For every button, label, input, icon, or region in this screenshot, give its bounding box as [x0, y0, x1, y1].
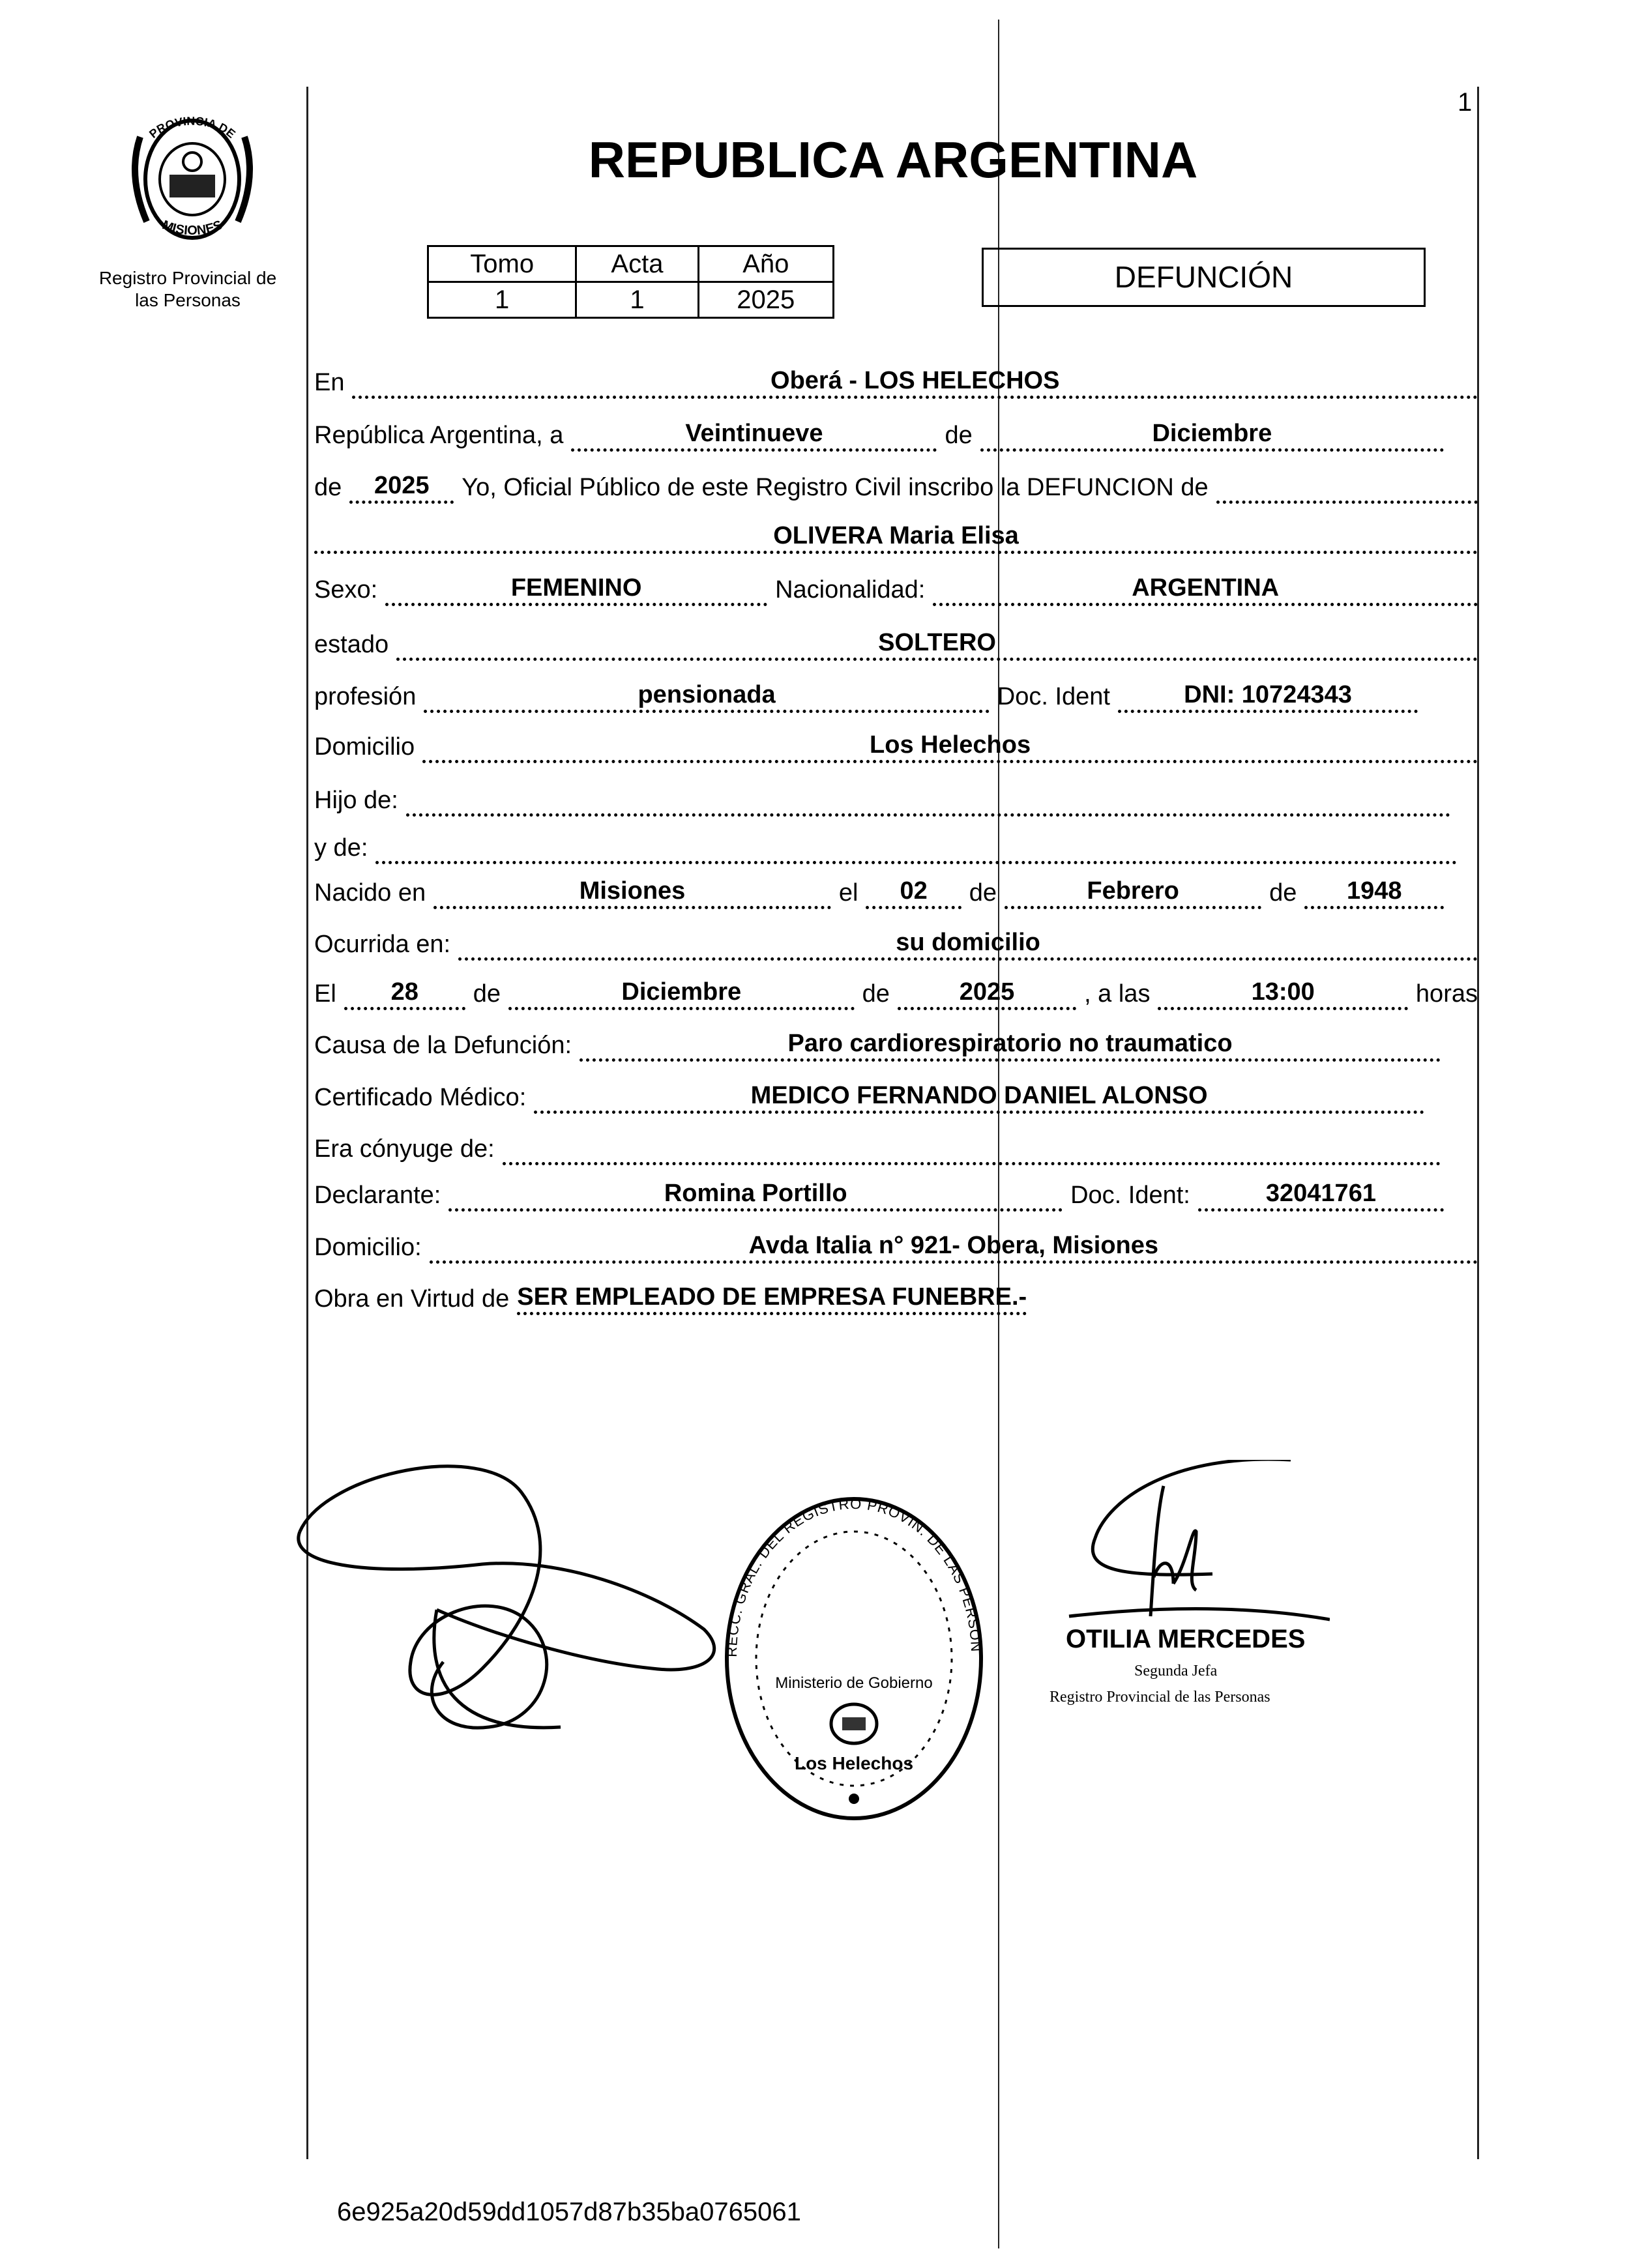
record-table [427, 245, 834, 319]
field-def-anio: 2025 [898, 978, 1076, 1010]
label-de: de [862, 980, 890, 1008]
row-fallecido [314, 517, 1478, 554]
value-anio: 2025 [698, 282, 833, 318]
field-nacido-en: Misiones [433, 877, 831, 909]
field-declarante-domicilio: Avda Italia n° 921- Obera, Misiones [430, 1231, 1478, 1264]
stamp-outer-text: RECC. GRAL. DEL REGISTRO PROVIN. DE LAS PERSON [723, 1495, 985, 1657]
label-a-las: , a las [1084, 980, 1151, 1008]
signatory-role: Segunda Jefa [1134, 1663, 1218, 1679]
row-declarante [314, 1175, 1478, 1212]
official-signature [1043, 1460, 1330, 1623]
label-de: de [473, 980, 501, 1008]
row-nacimiento [314, 873, 1478, 909]
label-domicilio-declarante: Domicilio: [314, 1234, 422, 1261]
field-anio-acta: 2025 [349, 471, 454, 504]
label-el: el [838, 879, 859, 907]
row-domicilio [314, 727, 1478, 763]
field-dia-acta: Veintinueve [571, 419, 937, 452]
label-en: En [314, 369, 345, 396]
row-estado [314, 624, 1478, 661]
official-stamp [717, 1492, 991, 1825]
label-doc-ident: Doc. Ident [997, 683, 1110, 710]
row-fecha-acta [314, 415, 1478, 452]
field-domicilio: Los Helechos [422, 731, 1478, 763]
logo-text-bottom: MISIONES [160, 218, 225, 239]
label-profesion: profesión [314, 683, 417, 710]
value-tomo: 1 [428, 282, 576, 318]
label-hijo-de: Hijo de: [314, 787, 398, 814]
field-ocurrida-en: su domicilio [458, 928, 1478, 961]
label-horas: horas [1415, 980, 1478, 1008]
document-hash: 6e925a20d59dd1057d87b35ba0765061 [337, 2198, 801, 2226]
svg-text:DIRECC. GRAL. DEL REGISTRO PRO [717, 1492, 984, 1657]
label-de: de [969, 879, 997, 907]
label-certificado: Certificado Médico: [314, 1084, 527, 1111]
field-certificado: MEDICO FERNANDO DANIEL ALONSO [534, 1081, 1424, 1114]
row-hijo-de [314, 780, 1478, 817]
label-causa: Causa de la Defunción: [314, 1032, 572, 1059]
field-def-hora: 13:00 [1158, 978, 1407, 1010]
field-obra: SER EMPLEADO DE EMPRESA FUNEBRE.- [517, 1283, 1027, 1315]
logo-text-top: PROVINCIA DE [147, 114, 238, 141]
row-y-de [314, 828, 1478, 864]
field-conyuge [503, 1133, 1441, 1165]
row-defuncion-fecha [314, 974, 1478, 1010]
label-el-cap: El [314, 980, 336, 1008]
signatory-name: OTILIA MERCEDES [1066, 1625, 1306, 1653]
label-ocurrida-en: Ocurrida en: [314, 931, 451, 958]
label-nacido-en: Nacido en [314, 879, 426, 907]
registry-line-1: Registro Provincial de [98, 268, 277, 288]
field-doc-ident: DNI: 10724343 [1118, 680, 1418, 713]
field-def-mes: Diciembre [508, 978, 855, 1010]
label-conyuge: Era cónyuge de: [314, 1135, 495, 1163]
row-domicilio-declarante [314, 1227, 1478, 1264]
page-title: REPUBLICA ARGENTINA [588, 131, 1198, 188]
field-sexo: FEMENINO [385, 574, 767, 606]
label-doc-ident-declarante: Doc. Ident: [1070, 1182, 1190, 1209]
record-type-box: DEFUNCIÓN [982, 248, 1426, 307]
field-def-dia: 28 [344, 978, 465, 1010]
row-causa [314, 1025, 1478, 1062]
field-nacionalidad: ARGENTINA [933, 574, 1478, 606]
label-sexo: Sexo: [314, 576, 378, 603]
field-lugar: Oberá - LOS HELECHOS [352, 366, 1478, 399]
field-nac-mes: Febrero [1005, 877, 1261, 909]
label-nacionalidad: Nacionalidad: [775, 576, 926, 603]
registry-line-2: las Personas [135, 290, 241, 310]
label-yo-oficial: Yo, Oficial Público de este Registro Civil inscribo la DEFUNCION de [462, 474, 1209, 501]
label-declarante: Declarante: [314, 1182, 441, 1209]
field-nac-anio: 1948 [1304, 877, 1444, 909]
header-tomo: Tomo [428, 246, 576, 282]
label-de: de [945, 422, 973, 449]
page-number: 1 [1458, 88, 1473, 117]
field-hijo-de [406, 784, 1450, 817]
header-anio: Año [698, 246, 833, 282]
field-fallecido: OLIVERA Maria Elisa [314, 521, 1478, 554]
field-profesion: pensionada [424, 680, 989, 713]
row-conyuge [314, 1129, 1478, 1165]
field-causa: Paro cardiorespiratorio no traumatico [580, 1029, 1441, 1062]
row-ocurrida [314, 924, 1478, 961]
row-profesion [314, 676, 1478, 713]
declarant-signature [287, 1421, 743, 1786]
label-y-de: y de: [314, 834, 368, 862]
row-inscripcion [314, 467, 1478, 504]
label-obra: Obra en Virtud de [314, 1285, 510, 1313]
signatory-office: Registro Provincial de las Personas [1049, 1689, 1270, 1706]
value-acta: 1 [576, 282, 698, 318]
stamp-inner-top: Ministerio de Gobierno [775, 1674, 933, 1692]
row-certificado [314, 1077, 1478, 1114]
field-estado: SOLTERO [396, 628, 1478, 661]
header-acta: Acta [576, 246, 698, 282]
label-de: de [1269, 879, 1297, 907]
field-y-de [375, 832, 1457, 864]
row-lugar [314, 362, 1478, 399]
field-declarante: Romina Portillo [448, 1179, 1063, 1212]
province-seal-logo [121, 98, 264, 254]
field-blank [1216, 471, 1478, 504]
field-nac-dia: 02 [866, 877, 961, 909]
field-mes-acta: Diciembre [980, 419, 1444, 452]
field-declarante-doc: 32041761 [1198, 1179, 1444, 1212]
label-estado: estado [314, 631, 389, 658]
label-republica: República Argentina, a [314, 422, 564, 449]
stamp-inner-bottom: Los Helechos [794, 1753, 914, 1773]
row-obra [314, 1279, 1478, 1315]
svg-text:MISIONES [160, 218, 225, 238]
left-border-line [306, 87, 308, 2159]
row-sexo [314, 570, 1478, 606]
registry-name [77, 267, 299, 312]
label-de: de [314, 474, 342, 501]
label-domicilio: Domicilio [314, 733, 415, 761]
